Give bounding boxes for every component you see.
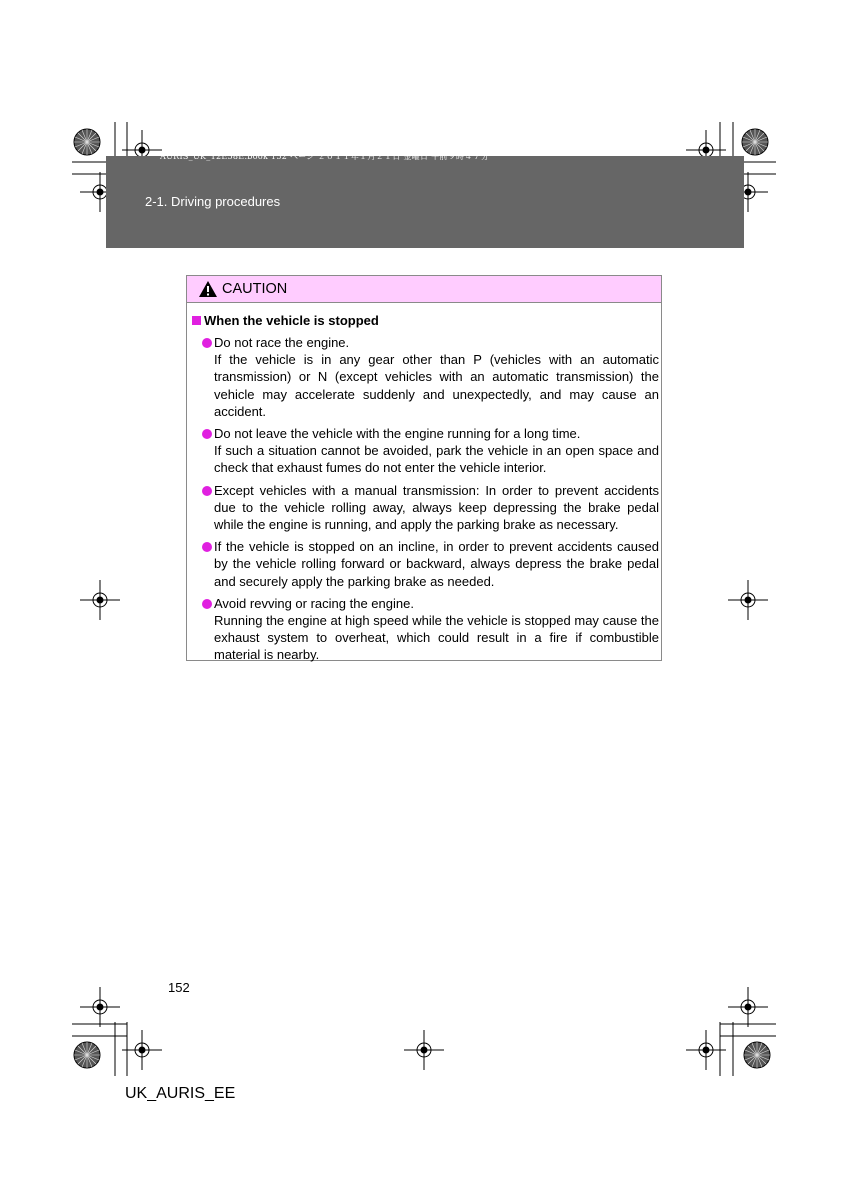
circle-bullet-icon [202,338,212,348]
list-item-text: If the vehicle is in any gear other than P (vehicles with an automatic transmission) or N (except vehicles with an automatic transmission) the vehicle may accelerate suddenly and unexpectedly, and may cause an accident. [214,352,659,419]
caution-heading-text: When the vehicle is stopped [204,313,379,328]
list-item-lead: Except vehicles with a manual transmission: In order to prevent accidents due to the vehicle rolling away, always keep depressing the brake pedal while the engine is running, and apply the parking brake as necessary. [214,482,659,533]
list-item-text: If such a situation cannot be avoided, park the vehicle in an open space and check that exhaust fumes do not enter the vehicle interior. [214,443,659,476]
section-title: 2-1. Driving procedures [145,194,281,209]
list-item [202,334,659,420]
caution-box [186,275,662,661]
list-item-lead: Avoid revving or racing the engine. [214,595,414,611]
list-item [202,482,659,534]
list-item [202,425,659,477]
circle-bullet-icon [202,542,212,552]
list-item [202,595,659,664]
document-code: UK_AURIS_EE [125,1085,236,1102]
caution-header [187,276,661,303]
caution-heading [192,313,379,328]
circle-bullet-icon [202,486,212,496]
list-item-text: Running the engine at high speed while the vehicle is stopped may cause the exhaust system to overheat, which could result in a fire if combustible material is nearby. [214,613,659,663]
list-item-lead: Do not leave the vehicle with the engine running for a long time. [214,426,581,442]
caution-list [202,334,659,669]
circle-bullet-icon [202,599,212,609]
caution-title: CAUTION [222,281,288,297]
list-item [202,538,659,590]
square-bullet-icon [192,316,201,325]
warning-triangle-icon [198,280,218,298]
list-item-lead: If the vehicle is stopped on an incline, in order to prevent accidents caused by the vehicle rolling forward or backward, always depress the brake pedal and securely apply the parking brake as needed. [214,539,659,589]
list-item-lead: Do not race the engine. [214,335,350,350]
page-number: 152 [168,980,190,995]
circle-bullet-icon [202,429,212,439]
print-info-line: AURIS_UK_12E58E.book 152 ページ ２０１１年１月２１日 金曜日 午前９時４７分 [160,152,490,161]
